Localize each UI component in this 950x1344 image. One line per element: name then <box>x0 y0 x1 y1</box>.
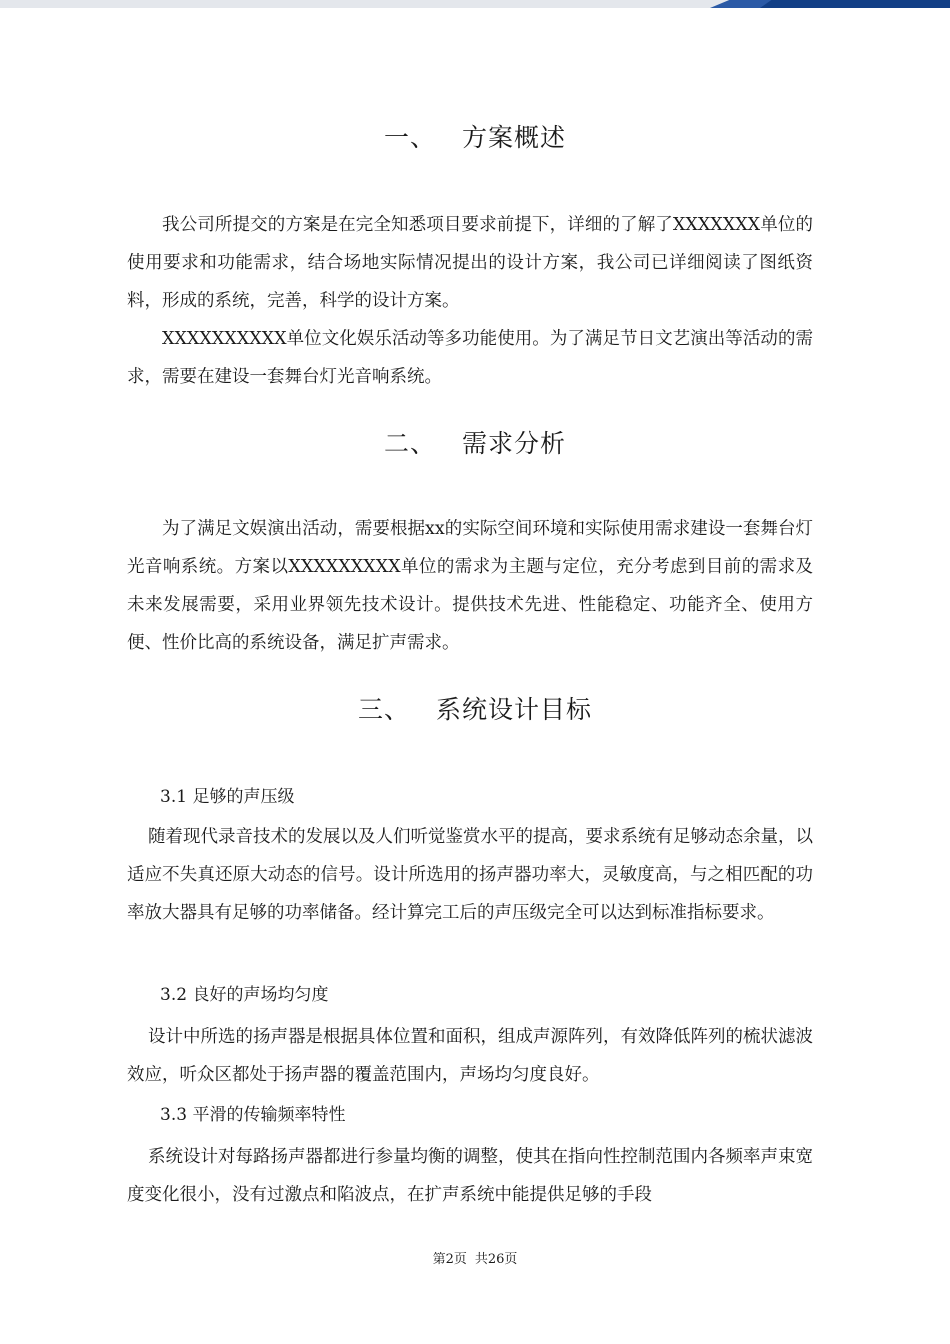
subsection-3-1-text: 随着现代录音技术的发展以及人们听觉鉴赏水平的提高，要求系统有足够动态余量，以适应不失真还原大动态的信号。设计所选用的扬声器功率大，灵敏度高，与之相匹配的功率放大器具有足够的功率储备。经计算完工后的声压级完全可以达到标准指标要求。 <box>127 827 813 923</box>
subsection-3-1-heading: 3.1 足够的声压级 <box>160 787 295 807</box>
subsection-3-3-text: 系统设计对每路扬声器都进行参量均衡的调整，使其在指向性控制范围内各频率声束宽度变化很小，没有过激点和陷波点，在扩声系统中能提供足够的手段 <box>127 1147 813 1205</box>
section-2-title: 需求分析 <box>462 429 567 458</box>
footer-page-number: 第2页 <box>432 1252 467 1267</box>
page-footer <box>0 1248 950 1267</box>
section-3-title: 系统设计目标 <box>436 695 593 724</box>
section-2-number: 二、 <box>383 429 436 458</box>
section-1-paragraph-2: XXXXXXXXXX单位文化娱乐活动等多功能使用。为了满足节日文艺演出等活动的需求，需要在建设一套舞台灯光音响系统。 <box>127 329 813 387</box>
subsection-3-2-text: 设计中所选的扬声器是根据具体位置和面积，组成声源阵列，有效降低阵列的梳状滤波效应，听众区都处于扬声器的覆盖范围内，声场均匀度良好。 <box>127 1027 813 1085</box>
subsection-3-2-heading: 3.2 良好的声场均匀度 <box>160 985 329 1005</box>
section-2-paragraph-1: 为了满足文娱演出活动，需要根据xx的实际空间环境和实际使用需求建设一套舞台灯光音响系统。方案以XXXXXXXXX单位的需求为主题与定位，充分考虑到目前的需求及未来发展需要，采用业界领先技术设计。提供技术先进、性能稳定、功能齐全、使用方便、性价比高的系统设备，满足扩声需求。 <box>127 519 813 653</box>
section-1-paragraph-1: 我公司所提交的方案是在完全知悉项目要求前提下，详细的了解了XXXXXXX单位的使用要求和功能需求，结合场地实际情况提出的设计方案，我公司已详细阅读了图纸资料，形成的系统，完善，科学的设计方案。 <box>127 215 813 311</box>
section-3-heading <box>0 690 950 726</box>
section-2-heading <box>0 424 950 460</box>
subsection-3-3-heading: 3.3 平滑的传输频率特性 <box>160 1105 346 1125</box>
section-1-title: 方案概述 <box>462 123 567 152</box>
section-1-number: 一、 <box>383 123 436 152</box>
section-3-number: 三、 <box>357 695 410 724</box>
top-decor-accent-dark <box>760 0 950 8</box>
section-1-heading <box>0 118 950 154</box>
footer-total-pages: 共26页 <box>474 1252 518 1267</box>
